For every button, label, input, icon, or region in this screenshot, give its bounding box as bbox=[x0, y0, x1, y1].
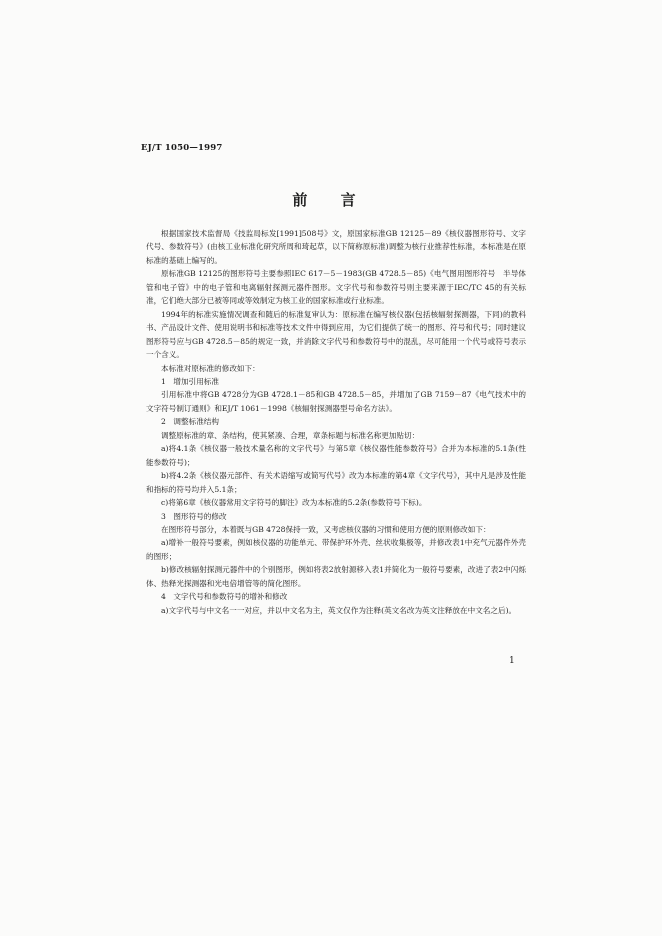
page-title: 前 言 bbox=[292, 191, 370, 209]
section-heading: 1 增加引用标准 bbox=[161, 376, 219, 386]
section-heading: 4 文字代号和参数符号的增补和修改 bbox=[161, 592, 288, 602]
paragraph: 原标准GB 12125的图形符号主要参照IEC 617－5－1983(GB 4728.5－85)《电气图用图形符号 半导体管和电子管》中的电子管和电离辐射探测元器件图形。文字代号和参数符号则主要来源于IEC/TC 45的有关标准，它们绝大部分已被等同或等效制定为核工业的国家标准或行业标准。 bbox=[146, 269, 526, 306]
document-code: EJ/T 1050—1997 bbox=[141, 143, 223, 153]
section-heading: 3 图形符号的修改 bbox=[161, 511, 227, 521]
list-item: b)修改核辐射探测元器件中的个别图形，例如将表2放射源移入表1并简化为一般符号要素，改进了表2中闪烁体、热释光探测器和光电倍增管等的简化图形。 bbox=[146, 565, 526, 588]
paragraph: 1994年的标准实施情况调查和随后的标准复审认为：原标准在编写核仪器(包括核辐射探测器，下同)的教科书、产品设计文件、使用说明书和标准等技术文件中得到应用，为它们提供了统一的图形、符号和代号；同时建议图形符号应与GB 4728.5－85的规定一致，并消除文字代号和参数符号中的混乱，尽可能用一个代号或符号表示一个含义。 bbox=[146, 309, 526, 360]
page-number: 1 bbox=[509, 656, 515, 666]
list-item: b)将4.2条《核仪器元部件、有关术语缩写或简写代号》改为本标准的第4章《文字代号》，其中凡是涉及性能和指标的符号均并入5.1条； bbox=[146, 471, 526, 494]
paragraph: 调整原标准的章、条结构，使其紧凑、合理，章条标题与标准名称更加贴切： bbox=[161, 430, 420, 440]
section-heading: 2 调整标准结构 bbox=[161, 417, 219, 427]
paragraph: 在图形符号部分，本着既与GB 4728保持一致，又考虑核仪器的习惯和使用方便的原则修改如下： bbox=[161, 524, 491, 534]
paragraph: 本标准对原标准的修改如下： bbox=[161, 363, 260, 373]
paragraph: 引用标准中将GB 4728分为GB 4728.1－85和GB 4728.5－85，并增加了GB 7159－87《电气技术中的文字符号制订通则》和EJ/T 1061－1998《核辐射探测器型号命名方法》。 bbox=[146, 390, 526, 413]
paragraph: 根据国家技术监督局《技监局标发[1991]508号》文，原国家标准GB 12125－89《核仪器图形符号、文字代号、参数符号》(由核工业标准化研究所周和琦起草，以下简称原标准)调整为核行业推荐性标准，本标准是在原标准的基础上编写的。 bbox=[146, 229, 526, 265]
list-item: a)文字代号与中文名一一对应，并以中文名为主，英文仅作为注释(英文名改为英文注释放在中文名之后)。 bbox=[161, 605, 517, 615]
list-item: a)将4.1条《核仪器一般技术量名称的文字代号》与第5章《核仪器性能参数符号》合并为本标准的5.1条(性能参数符号)； bbox=[146, 444, 526, 467]
list-item: c)将第6章《核仪器常用文字符号的脚注》改为本标准的5.2条(参数符号下标)。 bbox=[161, 498, 427, 508]
list-item: a)增补一般符号要素，例如核仪器的功能单元、带保护环外壳、丝状收集极等，并修改表1中充气元器件外壳的图形； bbox=[146, 538, 526, 561]
document-body bbox=[146, 227, 526, 617]
